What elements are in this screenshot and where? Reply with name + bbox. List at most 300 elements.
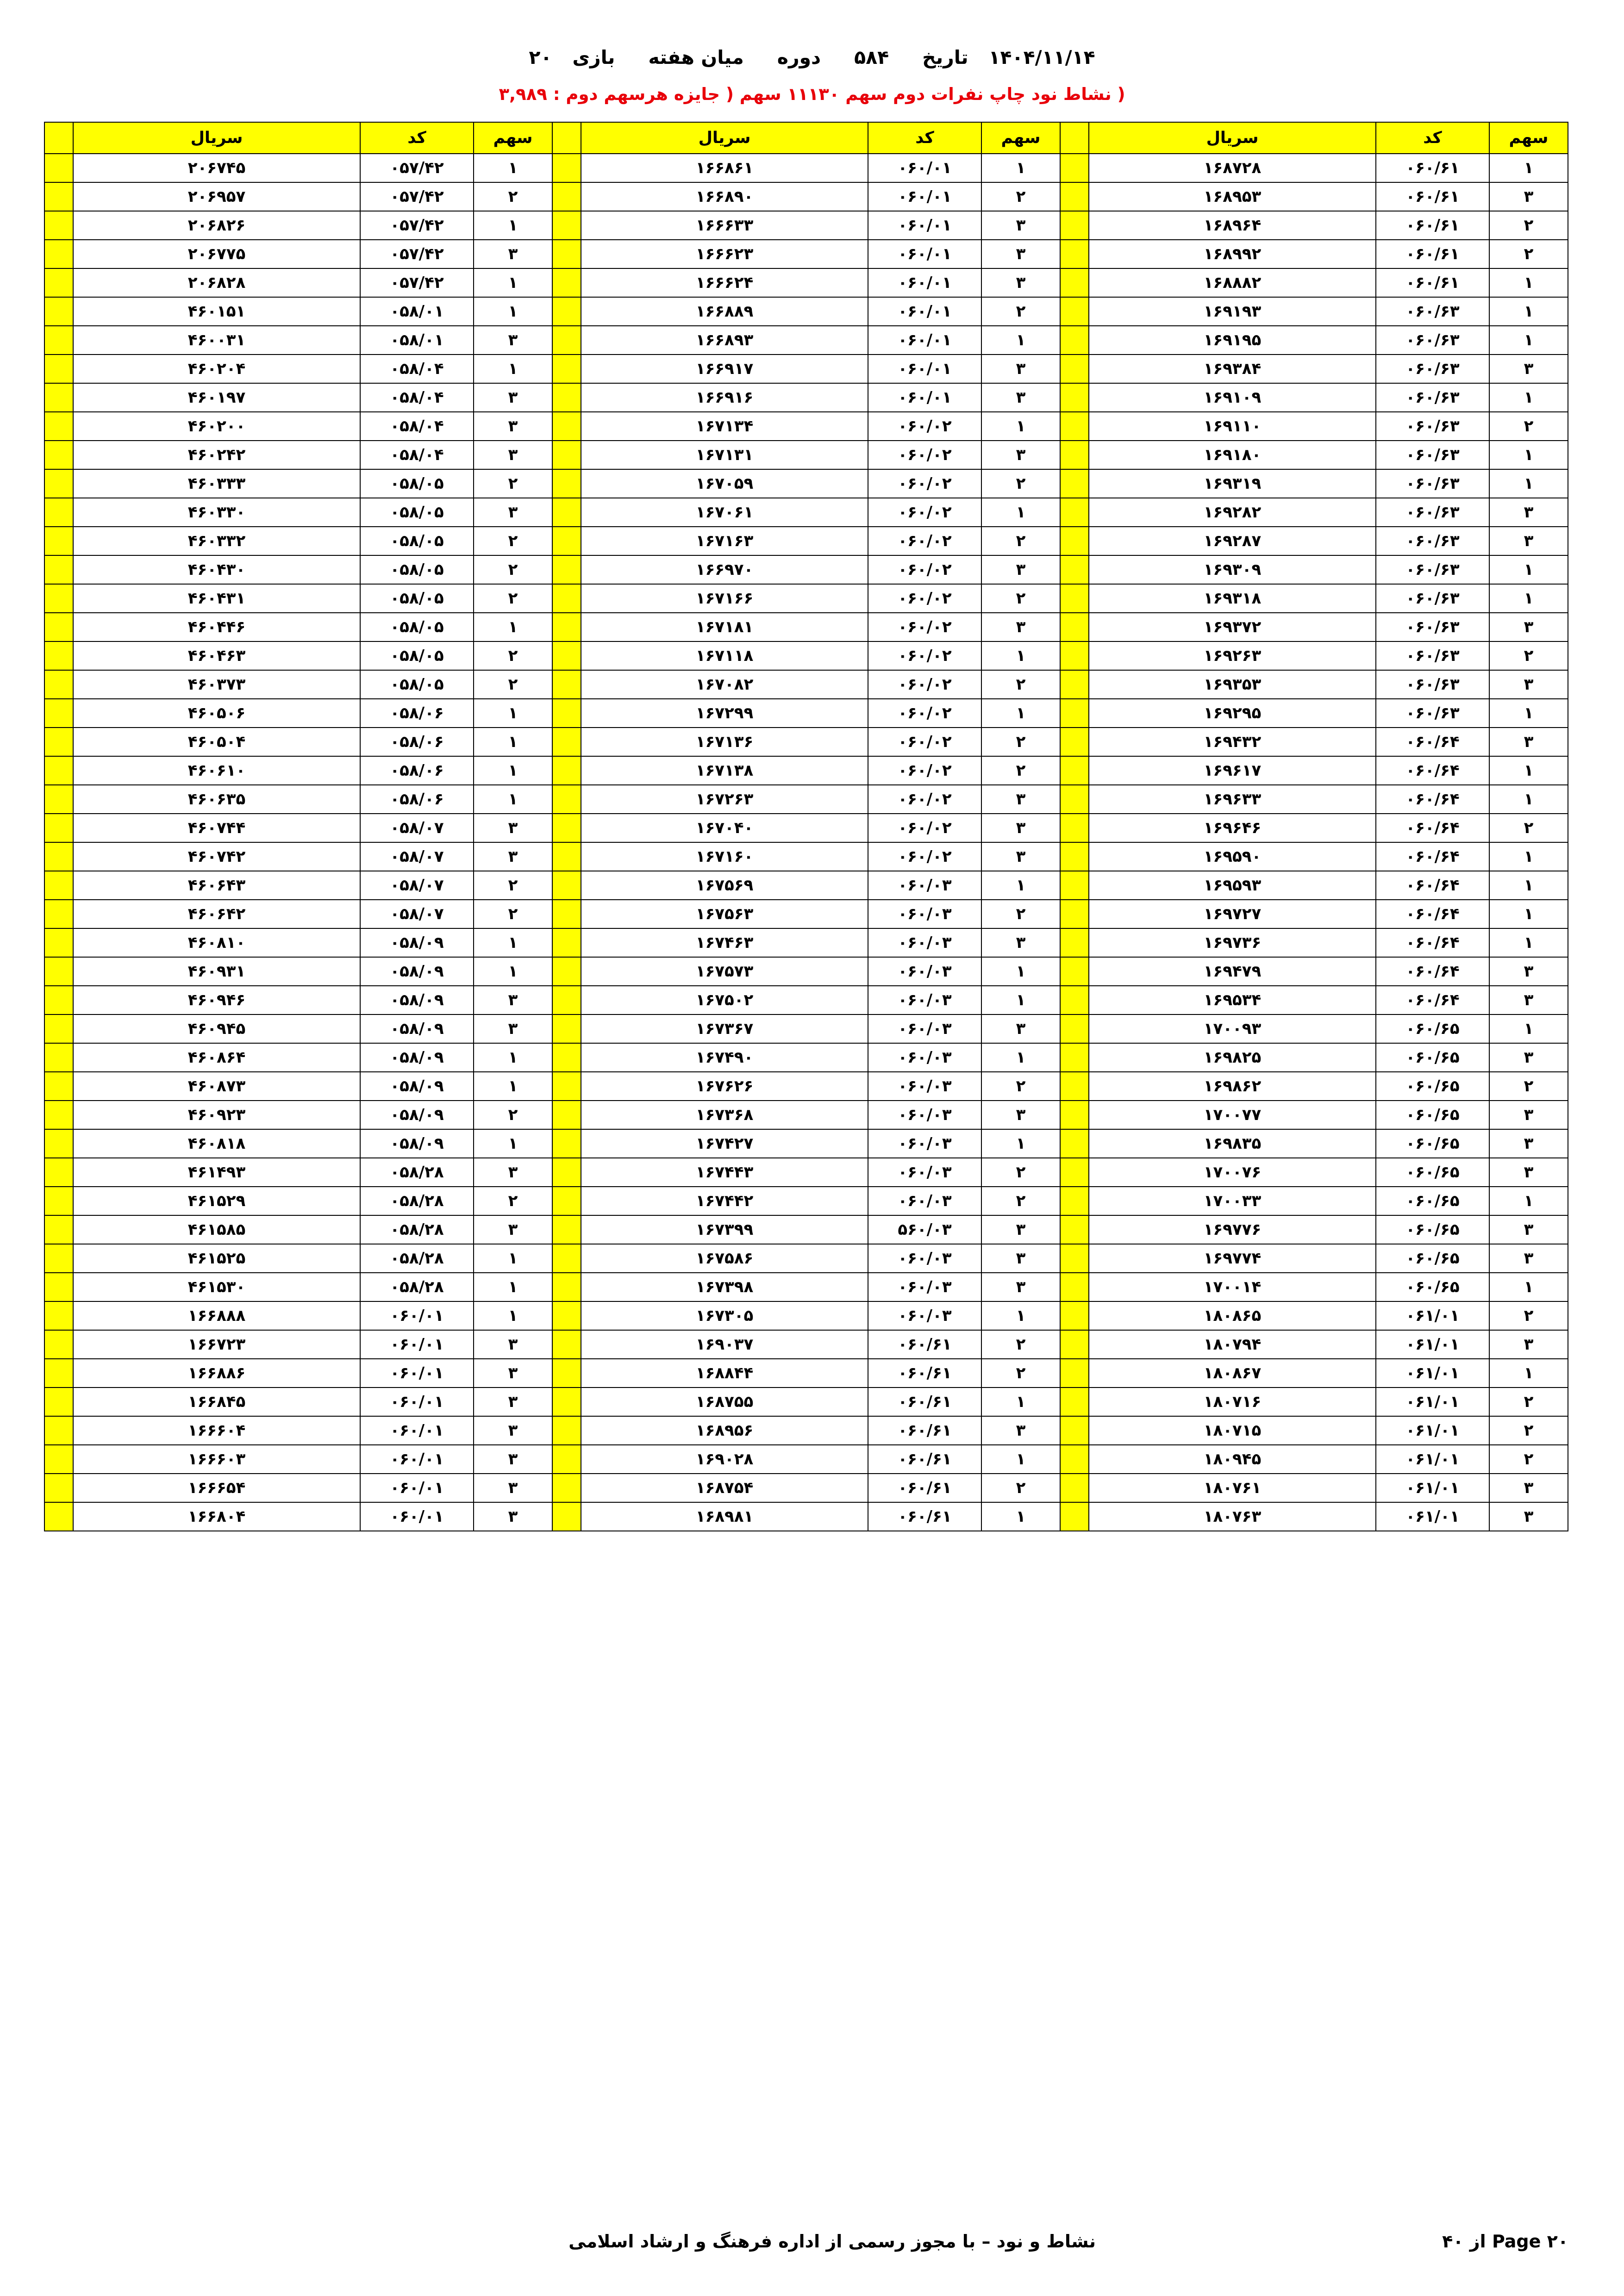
cell-gap (1060, 957, 1089, 986)
cell-gap (1060, 1273, 1089, 1301)
cell-serial: ۱۶۶۸۹۰ (581, 182, 868, 211)
cell-share: ۱ (981, 412, 1060, 441)
cell-code: ۰۶۰/۰۱ (360, 1359, 474, 1388)
cell-code: ۰۶۰/۶۳ (1376, 613, 1489, 641)
cell-share: ۳ (1489, 1158, 1568, 1187)
cell-gap (1060, 1215, 1089, 1244)
cell-serial: ۱۶۶۹۱۶ (581, 383, 868, 412)
cell-gap (44, 814, 73, 842)
cell-code: ۰۶۰/۶۳ (1376, 355, 1489, 383)
cell-serial: ۲۰۶۸۲۸ (73, 268, 360, 297)
cell-serial: ۱۶۹۲۸۲ (1089, 498, 1376, 527)
cell-code: ۰۶۰/۰۱ (868, 355, 981, 383)
cell-gap (552, 1359, 581, 1388)
cell-gap (552, 297, 581, 326)
cell-gap (44, 900, 73, 928)
cell-serial: ۱۶۶۶۵۴ (73, 1474, 360, 1502)
cell-code: ۰۶۰/۶۵ (1376, 1129, 1489, 1158)
cell-code: ۰۶۰/۶۵ (1376, 1158, 1489, 1187)
cell-gap (1060, 785, 1089, 814)
cell-code: ۰۶۰/۶۳ (1376, 498, 1489, 527)
cell-code: ۰۶۱/۰۱ (1376, 1416, 1489, 1445)
table-row (44, 728, 1568, 756)
cell-share: ۱ (1489, 1359, 1568, 1388)
cell-gap (44, 670, 73, 699)
cell-serial: ۱۶۹۳۱۸ (1089, 584, 1376, 613)
cell-serial: ۴۶۱۴۹۳ (73, 1158, 360, 1187)
header-date-value: ۱۴۰۴/۱۱/۱۴ (988, 46, 1095, 68)
cell-share: ۱ (474, 1072, 552, 1101)
cell-share: ۲ (1489, 814, 1568, 842)
results-table (44, 122, 1568, 1531)
cell-code: ۰۶۰/۶۵ (1376, 1014, 1489, 1043)
cell-code: ۰۶۰/۰۱ (360, 1474, 474, 1502)
cell-serial: ۴۶۱۵۳۰ (73, 1273, 360, 1301)
cell-code: ۰۶۰/۶۱ (1376, 240, 1489, 268)
cell-serial: ۱۶۹۳۷۲ (1089, 613, 1376, 641)
cell-code: ۰۶۰/۰۱ (360, 1502, 474, 1531)
cell-code: ۰۵۸/۰۷ (360, 814, 474, 842)
cell-share: ۱ (981, 326, 1060, 355)
cell-serial: ۱۶۹۵۹۳ (1089, 871, 1376, 900)
cell-serial: ۴۶۰۳۳۰ (73, 498, 360, 527)
table-row (44, 1359, 1568, 1388)
cell-serial: ۱۶۶۶۳۳ (581, 211, 868, 240)
cell-code: ۰۶۰/۶۱ (1376, 182, 1489, 211)
cell-serial: ۱۶۹۱۹۳ (1089, 297, 1376, 326)
cell-gap (44, 1388, 73, 1416)
cell-share: ۳ (1489, 1101, 1568, 1129)
cell-gap (1060, 154, 1089, 182)
cell-code: ۰۶۰/۰۱ (360, 1330, 474, 1359)
cell-share: ۳ (1489, 1043, 1568, 1072)
cell-share: ۱ (981, 1043, 1060, 1072)
cell-share: ۱ (474, 1301, 552, 1330)
table-row (44, 1014, 1568, 1043)
cell-share: ۳ (981, 842, 1060, 871)
cell-serial: ۱۶۹۱۸۰ (1089, 441, 1376, 469)
cell-serial: ۴۶۰۰۳۱ (73, 326, 360, 355)
cell-gap (552, 1273, 581, 1301)
cell-serial: ۴۶۱۵۸۵ (73, 1215, 360, 1244)
table-row (44, 211, 1568, 240)
table-row (44, 1043, 1568, 1072)
cell-code: ۰۵۸/۰۱ (360, 326, 474, 355)
cell-serial: ۴۶۰۲۰۴ (73, 355, 360, 383)
cell-code: ۰۶۰/۶۴ (1376, 871, 1489, 900)
cell-gap (1060, 1301, 1089, 1330)
cell-serial: ۴۶۰۴۳۱ (73, 584, 360, 613)
cell-code: ۰۶۰/۰۱ (868, 240, 981, 268)
cell-gap (552, 1101, 581, 1129)
cell-share: ۳ (474, 498, 552, 527)
cell-serial: ۱۶۷۳۹۹ (581, 1215, 868, 1244)
cell-serial: ۱۸۰۷۹۴ (1089, 1330, 1376, 1359)
cell-gap (552, 1072, 581, 1101)
col-code-1: کد (1376, 122, 1489, 154)
cell-share: ۲ (1489, 641, 1568, 670)
cell-share: ۳ (474, 1330, 552, 1359)
table-row (44, 1215, 1568, 1244)
cell-code: ۰۶۰/۰۲ (868, 469, 981, 498)
cell-gap (1060, 1474, 1089, 1502)
cell-serial: ۱۶۷۳۰۵ (581, 1301, 868, 1330)
cell-serial: ۴۶۰۷۴۲ (73, 842, 360, 871)
table-row (44, 1388, 1568, 1416)
cell-gap (1060, 383, 1089, 412)
cell-serial: ۱۶۶۸۶۱ (581, 154, 868, 182)
cell-share: ۱ (1489, 1187, 1568, 1215)
table-row (44, 297, 1568, 326)
cell-code: ۰۶۰/۰۳ (868, 928, 981, 957)
cell-code: ۰۶۰/۰۲ (868, 814, 981, 842)
table-row (44, 900, 1568, 928)
table-row (44, 613, 1568, 641)
cell-serial: ۴۶۰۳۳۳ (73, 469, 360, 498)
cell-share: ۳ (1489, 613, 1568, 641)
cell-gap (44, 584, 73, 613)
cell-serial: ۴۶۰۶۴۲ (73, 900, 360, 928)
cell-serial: ۱۶۹۲۶۳ (1089, 641, 1376, 670)
cell-gap (44, 986, 73, 1014)
page-number: Page ۲۰ از ۴۰ (1442, 2231, 1568, 2252)
cell-serial: ۴۶۰۹۴۵ (73, 1014, 360, 1043)
cell-share: ۱ (474, 728, 552, 756)
cell-share: ۳ (981, 785, 1060, 814)
cell-share: ۱ (1489, 900, 1568, 928)
cell-share: ۳ (1489, 1330, 1568, 1359)
cell-serial: ۱۶۹۱۰۹ (1089, 383, 1376, 412)
cell-serial: ۱۸۰۷۶۳ (1089, 1502, 1376, 1531)
cell-share: ۱ (981, 871, 1060, 900)
cell-gap (1060, 469, 1089, 498)
cell-gap (552, 785, 581, 814)
cell-code: ۰۵۸/۰۹ (360, 928, 474, 957)
table-row (44, 498, 1568, 527)
table-row (44, 842, 1568, 871)
cell-code: ۰۶۰/۰۲ (868, 412, 981, 441)
cell-share: ۳ (1489, 182, 1568, 211)
cell-serial: ۱۶۸۹۸۱ (581, 1502, 868, 1531)
cell-share: ۲ (474, 182, 552, 211)
table-row (44, 1301, 1568, 1330)
cell-share: ۳ (981, 268, 1060, 297)
cell-serial: ۱۶۷۵۶۳ (581, 900, 868, 928)
table-row (44, 1273, 1568, 1301)
cell-share: ۱ (474, 297, 552, 326)
cell-serial: ۴۶۱۵۲۵ (73, 1244, 360, 1273)
cell-serial: ۱۶۷۰۶۱ (581, 498, 868, 527)
table-row (44, 871, 1568, 900)
cell-code: ۰۶۰/۶۱ (868, 1330, 981, 1359)
cell-serial: ۱۶۹۵۳۴ (1089, 986, 1376, 1014)
col-gap-3 (44, 122, 73, 154)
cell-serial: ۱۶۷۵۷۳ (581, 957, 868, 986)
cell-share: ۲ (474, 555, 552, 584)
cell-code: ۰۶۰/۶۳ (1376, 441, 1489, 469)
cell-share: ۳ (981, 1215, 1060, 1244)
cell-share: ۲ (474, 670, 552, 699)
cell-code: ۰۶۰/۶۱ (1376, 154, 1489, 182)
cell-serial: ۱۶۹۳۸۴ (1089, 355, 1376, 383)
cell-serial: ۴۶۰۸۱۸ (73, 1129, 360, 1158)
cell-serial: ۱۶۶۶۰۳ (73, 1445, 360, 1474)
cell-serial: ۲۰۶۸۲۶ (73, 211, 360, 240)
cell-code: ۰۶۰/۶۵ (1376, 1215, 1489, 1244)
cell-share: ۳ (1489, 986, 1568, 1014)
table-row (44, 412, 1568, 441)
cell-serial: ۱۶۸۹۹۲ (1089, 240, 1376, 268)
table-row (44, 1330, 1568, 1359)
cell-share: ۲ (1489, 240, 1568, 268)
cell-share: ۳ (1489, 1215, 1568, 1244)
cell-serial: ۱۶۷۱۳۱ (581, 441, 868, 469)
cell-gap (44, 1416, 73, 1445)
col-serial-1: سریال (1089, 122, 1376, 154)
cell-gap (1060, 1388, 1089, 1416)
cell-gap (552, 1244, 581, 1273)
cell-serial: ۴۶۰۶۱۰ (73, 756, 360, 785)
cell-gap (1060, 1129, 1089, 1158)
cell-share: ۲ (474, 900, 552, 928)
cell-share: ۲ (981, 670, 1060, 699)
cell-share: ۳ (1489, 728, 1568, 756)
cell-code: ۰۶۰/۰۳ (868, 1129, 981, 1158)
cell-gap (1060, 297, 1089, 326)
cell-code: ۰۶۰/۶۵ (1376, 1244, 1489, 1273)
table-row (44, 527, 1568, 555)
cell-serial: ۴۶۰۶۳۵ (73, 785, 360, 814)
cell-share: ۲ (474, 584, 552, 613)
cell-code: ۰۵۸/۰۵ (360, 555, 474, 584)
cell-code: ۰۶۰/۰۱ (868, 154, 981, 182)
cell-serial: ۱۶۷۴۲۷ (581, 1129, 868, 1158)
cell-share: ۲ (981, 297, 1060, 326)
cell-code: ۰۶۰/۰۳ (868, 1273, 981, 1301)
cell-gap (44, 1215, 73, 1244)
cell-serial: ۱۶۶۹۷۰ (581, 555, 868, 584)
cell-code: ۰۶۰/۰۳ (868, 1244, 981, 1273)
cell-share: ۱ (1489, 584, 1568, 613)
table-row (44, 1244, 1568, 1273)
cell-share: ۱ (981, 498, 1060, 527)
table-row (44, 240, 1568, 268)
cell-share: ۱ (1489, 785, 1568, 814)
cell-code: ۰۶۱/۰۱ (1376, 1301, 1489, 1330)
cell-code: ۰۵۸/۰۶ (360, 699, 474, 728)
cell-gap (44, 154, 73, 182)
cell-code: ۰۵۸/۰۵ (360, 498, 474, 527)
cell-share: ۱ (1489, 154, 1568, 182)
cell-share: ۱ (981, 1301, 1060, 1330)
cell-serial: ۱۶۷۶۲۶ (581, 1072, 868, 1101)
cell-gap (44, 1244, 73, 1273)
cell-serial: ۱۶۹۵۹۰ (1089, 842, 1376, 871)
cell-code: ۰۶۰/۰۳ (868, 900, 981, 928)
cell-code: ۰۶۰/۶۵ (1376, 1072, 1489, 1101)
cell-share: ۱ (981, 1129, 1060, 1158)
cell-share: ۱ (474, 1043, 552, 1072)
cell-share: ۳ (1489, 498, 1568, 527)
cell-serial: ۱۶۹۴۷۹ (1089, 957, 1376, 986)
cell-share: ۱ (1489, 383, 1568, 412)
cell-gap (44, 1273, 73, 1301)
cell-share: ۲ (981, 1187, 1060, 1215)
cell-share: ۱ (474, 154, 552, 182)
cell-share: ۱ (474, 928, 552, 957)
cell-code: ۰۵۸/۰۱ (360, 297, 474, 326)
cell-code: ۰۶۰/۶۳ (1376, 383, 1489, 412)
table-row (44, 1129, 1568, 1158)
cell-gap (1060, 728, 1089, 756)
cell-code: ۰۶۰/۰۲ (868, 670, 981, 699)
cell-share: ۲ (1489, 1301, 1568, 1330)
cell-serial: ۱۶۷۱۳۶ (581, 728, 868, 756)
cell-serial: ۱۶۹۷۳۶ (1089, 928, 1376, 957)
cell-share: ۱ (981, 1388, 1060, 1416)
table-row (44, 326, 1568, 355)
cell-serial: ۴۶۰۸۷۳ (73, 1072, 360, 1101)
cell-share: ۲ (474, 1101, 552, 1129)
cell-share: ۳ (981, 1416, 1060, 1445)
cell-code: ۰۶۰/۰۱ (868, 383, 981, 412)
cell-gap (552, 240, 581, 268)
cell-gap (44, 297, 73, 326)
cell-code: ۰۵۷/۴۲ (360, 211, 474, 240)
cell-code: ۰۶۰/۶۳ (1376, 555, 1489, 584)
cell-gap (552, 814, 581, 842)
cell-gap (1060, 1043, 1089, 1072)
cell-code: ۰۶۰/۶۵ (1376, 1101, 1489, 1129)
cell-share: ۳ (981, 441, 1060, 469)
cell-share: ۲ (1489, 1388, 1568, 1416)
cell-gap (1060, 1072, 1089, 1101)
cell-code: ۰۶۰/۰۱ (360, 1301, 474, 1330)
table-row (44, 1158, 1568, 1187)
cell-serial: ۱۶۶۸۸۸ (73, 1301, 360, 1330)
cell-serial: ۴۶۰۲۰۰ (73, 412, 360, 441)
table-row (44, 785, 1568, 814)
cell-code: ۰۵۸/۰۷ (360, 871, 474, 900)
cell-share: ۱ (474, 785, 552, 814)
cell-code: ۰۶۰/۰۲ (868, 613, 981, 641)
cell-code: ۰۵۸/۰۵ (360, 641, 474, 670)
cell-serial: ۱۶۶۸۸۶ (73, 1359, 360, 1388)
cell-share: ۳ (1489, 670, 1568, 699)
cell-share: ۳ (474, 1445, 552, 1474)
cell-serial: ۱۷۰۰۱۴ (1089, 1273, 1376, 1301)
cell-gap (1060, 928, 1089, 957)
cell-share: ۱ (474, 1244, 552, 1273)
cell-serial: ۱۶۹۱۱۰ (1089, 412, 1376, 441)
cell-code: ۰۶۰/۶۱ (868, 1445, 981, 1474)
cell-serial: ۴۶۰۵۰۴ (73, 728, 360, 756)
cell-gap (44, 182, 73, 211)
cell-code: ۰۶۰/۰۲ (868, 842, 981, 871)
cell-serial: ۱۶۷۱۳۸ (581, 756, 868, 785)
cell-serial: ۱۷۰۰۹۳ (1089, 1014, 1376, 1043)
table-row (44, 441, 1568, 469)
cell-gap (552, 728, 581, 756)
cell-share: ۳ (474, 1215, 552, 1244)
cell-code: ۰۵۸/۲۸ (360, 1273, 474, 1301)
cell-serial: ۱۶۷۵۶۹ (581, 871, 868, 900)
cell-serial: ۱۶۹۴۳۲ (1089, 728, 1376, 756)
cell-gap (44, 1129, 73, 1158)
table-row (44, 1445, 1568, 1474)
cell-share: ۲ (981, 527, 1060, 555)
header-round-label: دوره (777, 46, 821, 68)
table-row (44, 986, 1568, 1014)
cell-gap (44, 527, 73, 555)
cell-share: ۳ (981, 814, 1060, 842)
cell-serial: ۴۶۰۸۱۰ (73, 928, 360, 957)
table-row (44, 469, 1568, 498)
document-subtitle: ( نشاط نود چاپ نفرات دوم سهم ۱۱۱۳۰ سهم ( جایزه هرسهم دوم : ۳,۹۸۹ (499, 84, 1125, 104)
cell-gap (552, 986, 581, 1014)
table-row (44, 957, 1568, 986)
cell-serial: ۴۶۰۸۶۴ (73, 1043, 360, 1072)
table-row (44, 182, 1568, 211)
cell-share: ۳ (474, 1474, 552, 1502)
cell-serial: ۱۷۰۰۷۶ (1089, 1158, 1376, 1187)
cell-gap (44, 756, 73, 785)
cell-code: ۰۶۰/۶۵ (1376, 1187, 1489, 1215)
cell-gap (1060, 1359, 1089, 1388)
cell-gap (552, 154, 581, 182)
table-row (44, 383, 1568, 412)
cell-gap (1060, 240, 1089, 268)
cell-serial: ۱۶۹۱۹۵ (1089, 326, 1376, 355)
cell-gap (44, 1101, 73, 1129)
cell-gap (44, 469, 73, 498)
cell-gap (1060, 871, 1089, 900)
cell-code: ۰۶۰/۶۱ (868, 1388, 981, 1416)
cell-serial: ۴۶۰۲۴۲ (73, 441, 360, 469)
cell-serial: ۱۶۷۳۶۷ (581, 1014, 868, 1043)
cell-gap (1060, 699, 1089, 728)
cell-code: ۰۶۰/۰۱ (868, 297, 981, 326)
header-game-label: بازی (572, 46, 615, 68)
cell-gap (1060, 986, 1089, 1014)
cell-code: ۰۶۰/۰۱ (868, 326, 981, 355)
cell-code: ۰۶۰/۰۲ (868, 527, 981, 555)
cell-serial: ۱۷۰۰۳۳ (1089, 1187, 1376, 1215)
table-row (44, 1416, 1568, 1445)
cell-gap (44, 1502, 73, 1531)
cell-gap (1060, 412, 1089, 441)
cell-share: ۳ (474, 1158, 552, 1187)
cell-serial: ۱۶۷۴۴۲ (581, 1187, 868, 1215)
table-row (44, 355, 1568, 383)
cell-share: ۱ (1489, 842, 1568, 871)
cell-share: ۱ (981, 699, 1060, 728)
cell-serial: ۱۶۶۸۸۹ (581, 297, 868, 326)
cell-gap (552, 1187, 581, 1215)
cell-share: ۳ (1489, 1502, 1568, 1531)
cell-code: ۰۵۸/۰۴ (360, 355, 474, 383)
col-share-3: سهم (474, 122, 552, 154)
cell-serial: ۱۶۷۱۶۶ (581, 584, 868, 613)
cell-share: ۲ (981, 182, 1060, 211)
cell-share: ۳ (474, 326, 552, 355)
cell-code: ۰۶۰/۶۱ (1376, 211, 1489, 240)
cell-serial: ۱۶۷۳۶۸ (581, 1101, 868, 1129)
cell-serial: ۱۶۷۳۹۸ (581, 1273, 868, 1301)
cell-share: ۱ (474, 699, 552, 728)
cell-code: ۰۶۰/۶۴ (1376, 728, 1489, 756)
cell-code: ۰۶۰/۶۵ (1376, 1273, 1489, 1301)
